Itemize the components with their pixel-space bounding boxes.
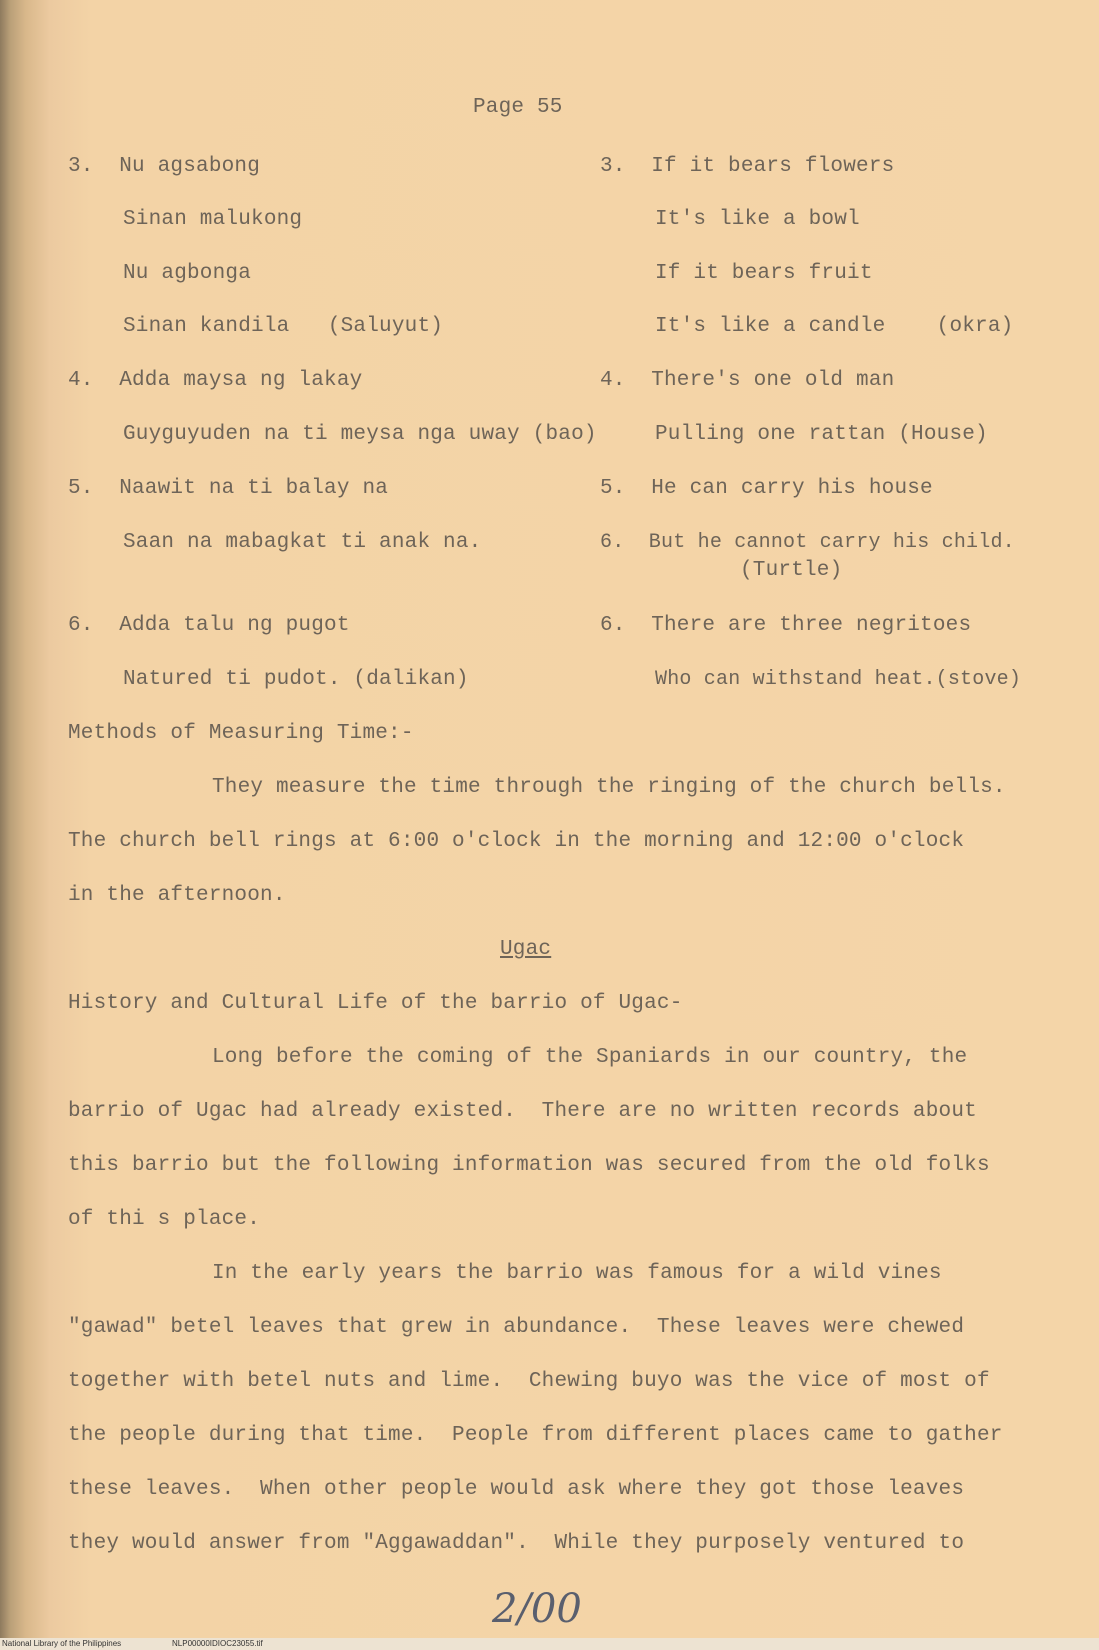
section-heading: History and Cultural Life of the barrio of Ugac- [68, 992, 683, 1015]
paragraph-line: Long before the coming of the Spaniards in our country, the [212, 1046, 968, 1069]
riddle-english-line: It's like a candle (okra) [655, 315, 1014, 338]
riddle-native-line: Nu agbonga [123, 262, 252, 285]
riddle-native-line: 3. Nu agsabong [68, 155, 261, 178]
paragraph-line: "gawad" betel leaves that grew in abundance. These leaves were chewed [68, 1316, 965, 1339]
paragraph-line: barrio of Ugac had already existed. There are no written records about [68, 1100, 977, 1123]
riddle-native-line: Saan na mabagkat ti anak na. [123, 531, 482, 554]
riddle-english-line: 4. There's one old man [600, 369, 895, 392]
riddle-english-line: 5. He can carry his house [600, 477, 933, 500]
paragraph-line: in the afternoon. [68, 884, 286, 907]
section-title: Ugac [500, 938, 552, 961]
riddle-native-line: Guyguyuden na ti meysa nga uway (bao) [123, 423, 597, 446]
riddle-native-line: Sinan malukong [123, 208, 303, 231]
riddle-english-line: 6. There are three negritoes [600, 614, 972, 637]
paragraph-line: The church bell rings at 6:00 o'clock in the morning and 12:00 o'clock [68, 830, 965, 853]
paragraph-line: They measure the time through the ringing of the church bells. [212, 776, 1006, 799]
paragraph-line: of thi s place. [68, 1208, 261, 1231]
paragraph-line: together with betel nuts and lime. Chewing buyo was the vice of most of [68, 1370, 990, 1393]
footer-bar [0, 1638, 1099, 1650]
riddle-english-line: (Turtle) [740, 559, 843, 582]
footer-filename: NLP00000IDIOC23055.tif [172, 1639, 263, 1648]
riddle-english-line: Who can withstand heat.(stove) [655, 668, 1022, 691]
riddle-english-line: Pulling one rattan (House) [655, 423, 988, 446]
footer-source: National Library of the Philippines [2, 1639, 122, 1648]
riddle-english-line: It's like a bowl [655, 208, 860, 231]
paragraph-line: the people during that time. People from different places came to gather [68, 1424, 1003, 1447]
page-number: Page 55 [473, 96, 563, 119]
riddle-native-line: Sinan kandila (Saluyut) [123, 315, 444, 338]
methods-heading: Methods of Measuring Time:- [68, 722, 414, 745]
paragraph-line: they would answer from "Aggawaddan". While they purposely ventured to [68, 1532, 965, 1555]
riddle-native-line: 5. Naawit na ti balay na [68, 477, 389, 500]
paragraph-line: these leaves. When other people would ask where they got those leaves [68, 1478, 965, 1501]
handwritten-page-number: 2/00 [492, 1586, 582, 1632]
riddle-english-line: 6. But he cannot carry his child. [600, 531, 1015, 554]
riddle-native-line: 6. Adda talu ng pugot [68, 614, 350, 637]
riddle-native-line: Natured ti pudot. (dalikan) [123, 668, 469, 691]
riddle-english-line: If it bears fruit [655, 262, 873, 285]
riddle-english-line: 3. If it bears flowers [600, 155, 895, 178]
paragraph-line: In the early years the barrio was famous for a wild vines [212, 1262, 942, 1285]
riddle-native-line: 4. Adda maysa ng lakay [68, 369, 363, 392]
paragraph-line: this barrio but the following information was secured from the old folks [68, 1154, 990, 1177]
